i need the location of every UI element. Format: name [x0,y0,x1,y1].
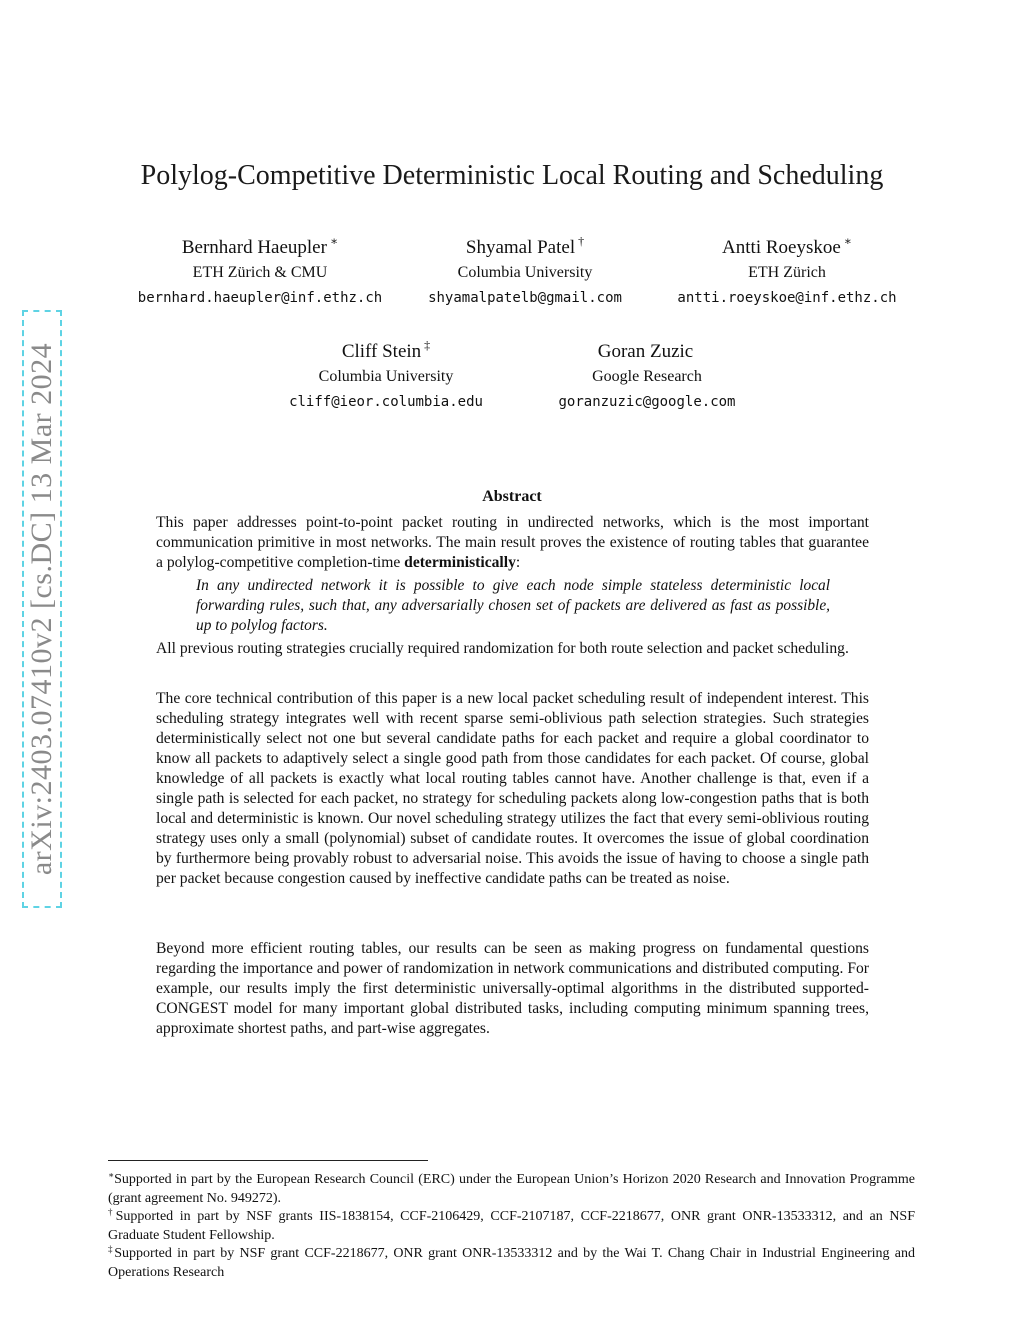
author-block [642,228,932,311]
abstract-paragraph-1 [156,513,869,573]
abstract-quote: In any undirected network it is possible to give each node simple stateless deterministic local forwarding rules, such that, any adversarially chosen set of packets are delivered as fast as possible, up to polylog factors. [196,577,830,634]
arxiv-id[interactable]: arXiv:2403.07410v2 [cs.DC] 13 Mar 2024 [25,342,58,876]
author-email[interactable]: cliff@ieor.columbia.edu [289,394,483,410]
author-affiliation: ETH Zürich & CMU [192,264,328,281]
author-footnote-mark: ∗ [843,234,852,248]
abstract-text: This paper addresses point-to-point packet routing in undirected networks, which is the most important communication primitive in most networks. The main result proves the existence of routing tables that guarantee a polylog-competitive completion-time [156,514,869,571]
abstract-paragraph-4: Beyond more efficient routing tables, our results can be seen as making progress on fundamental questions regarding the importance and power of randomization in network communications and distributed computing. For example, our results imply the first deterministic universally-optimal algorithms in the distributed supported-CONGEST model for many important global distributed tasks, including computing minimum spanning trees, approximate shortest paths, and part-wise aggregates. [156,940,869,1037]
footnote [108,1240,915,1282]
author-name: Bernhard Haeupler [181,237,327,258]
author-name: Shyamal Patel [465,237,576,258]
author-footnote-mark: ∗ [329,234,339,248]
author-block [110,228,410,311]
paper-title: Polylog-Competitive Deterministic Local Routing and Scheduling [140,160,884,191]
footnote-mark: ∗ [108,1170,115,1180]
footnote-text: Supported in part by the European Research Council (ERC) under the European Union’s Horizon 2020 Research and Innovation Programme (grant agreement No. 949272). [108,1172,915,1206]
author-affiliation: ETH Zürich [748,264,826,281]
abstract-paragraph-2: All previous routing strategies crucially required randomization for both route selection and packet scheduling. [156,640,849,657]
author-name: Cliff Stein [341,341,422,362]
footnote [108,1166,915,1208]
footnote-mark: ‡ [108,1244,115,1254]
author-footnote-mark: ‡ [424,338,431,352]
abstract-heading: Abstract [482,488,542,505]
author-footnote-mark: † [578,234,585,248]
author-email[interactable]: shyamalpatelb@gmail.com [428,290,622,306]
author-email[interactable]: bernhard.haeupler@inf.ethz.ch [137,290,383,306]
author-block [270,332,502,415]
arxiv-stamp[interactable] [22,310,62,908]
author-affiliation: Google Research [592,368,702,385]
author-block [540,332,754,415]
footnote-mark: † [108,1207,116,1217]
author-block [385,228,665,311]
author-name: Antti Roeyskoe [722,237,841,258]
abstract-text: : [515,554,521,571]
author-affiliation: Columbia University [457,264,593,281]
footnote-divider [108,1160,428,1161]
footnote-text: Supported in part by NSF grants IIS-1838154, CCF-2106429, CCF-2107187, CCF-2218677, ONR grant ONR-13533312, and an NSF Graduate Student Fellowship. [108,1209,916,1243]
footnote-text: Supported in part by NSF grant CCF-2218677, ONR grant ONR-13533312 and by the Wai T. Chang Chair in Industrial Engineering and Operations Research [108,1246,916,1280]
abstract-emphasis: deterministically [404,554,516,571]
author-affiliation: Columbia University [318,368,454,385]
author-name: Goran Zuzic [597,341,694,362]
author-email[interactable]: antti.roeyskoe@inf.ethz.ch [677,290,897,306]
abstract-paragraph-3: The core technical contribution of this paper is a new local packet scheduling result of independent interest. This scheduling strategy integrates well with recent sparse semi-oblivious path selection strategies. Such strategies deterministically select not one but several candidate paths for each packet and require a global coordinator to know all packets to adaptively select a single good path from those candidates for each packet. Of course, global knowledge of all packets is exactly what local routing tables cannot have. Another challenge is that, even if a single path is selected for each packet, no strategy for scheduling packets along low-congestion paths that is both local and deterministic is known. Our novel scheduling strategy utilizes the fact that every semi-oblivious routing strategy uses only a small (polynomial) subset of candidate routes. It overcomes the issue of global coordination by furthermore being provably robust to adversarial noise. This avoids the issue of having to choose a single path per packet because congestion caused by ineffective candidate paths can be treated as noise. [156,690,869,887]
author-email[interactable]: goranzuzic@google.com [558,394,736,410]
footnote [108,1203,915,1245]
